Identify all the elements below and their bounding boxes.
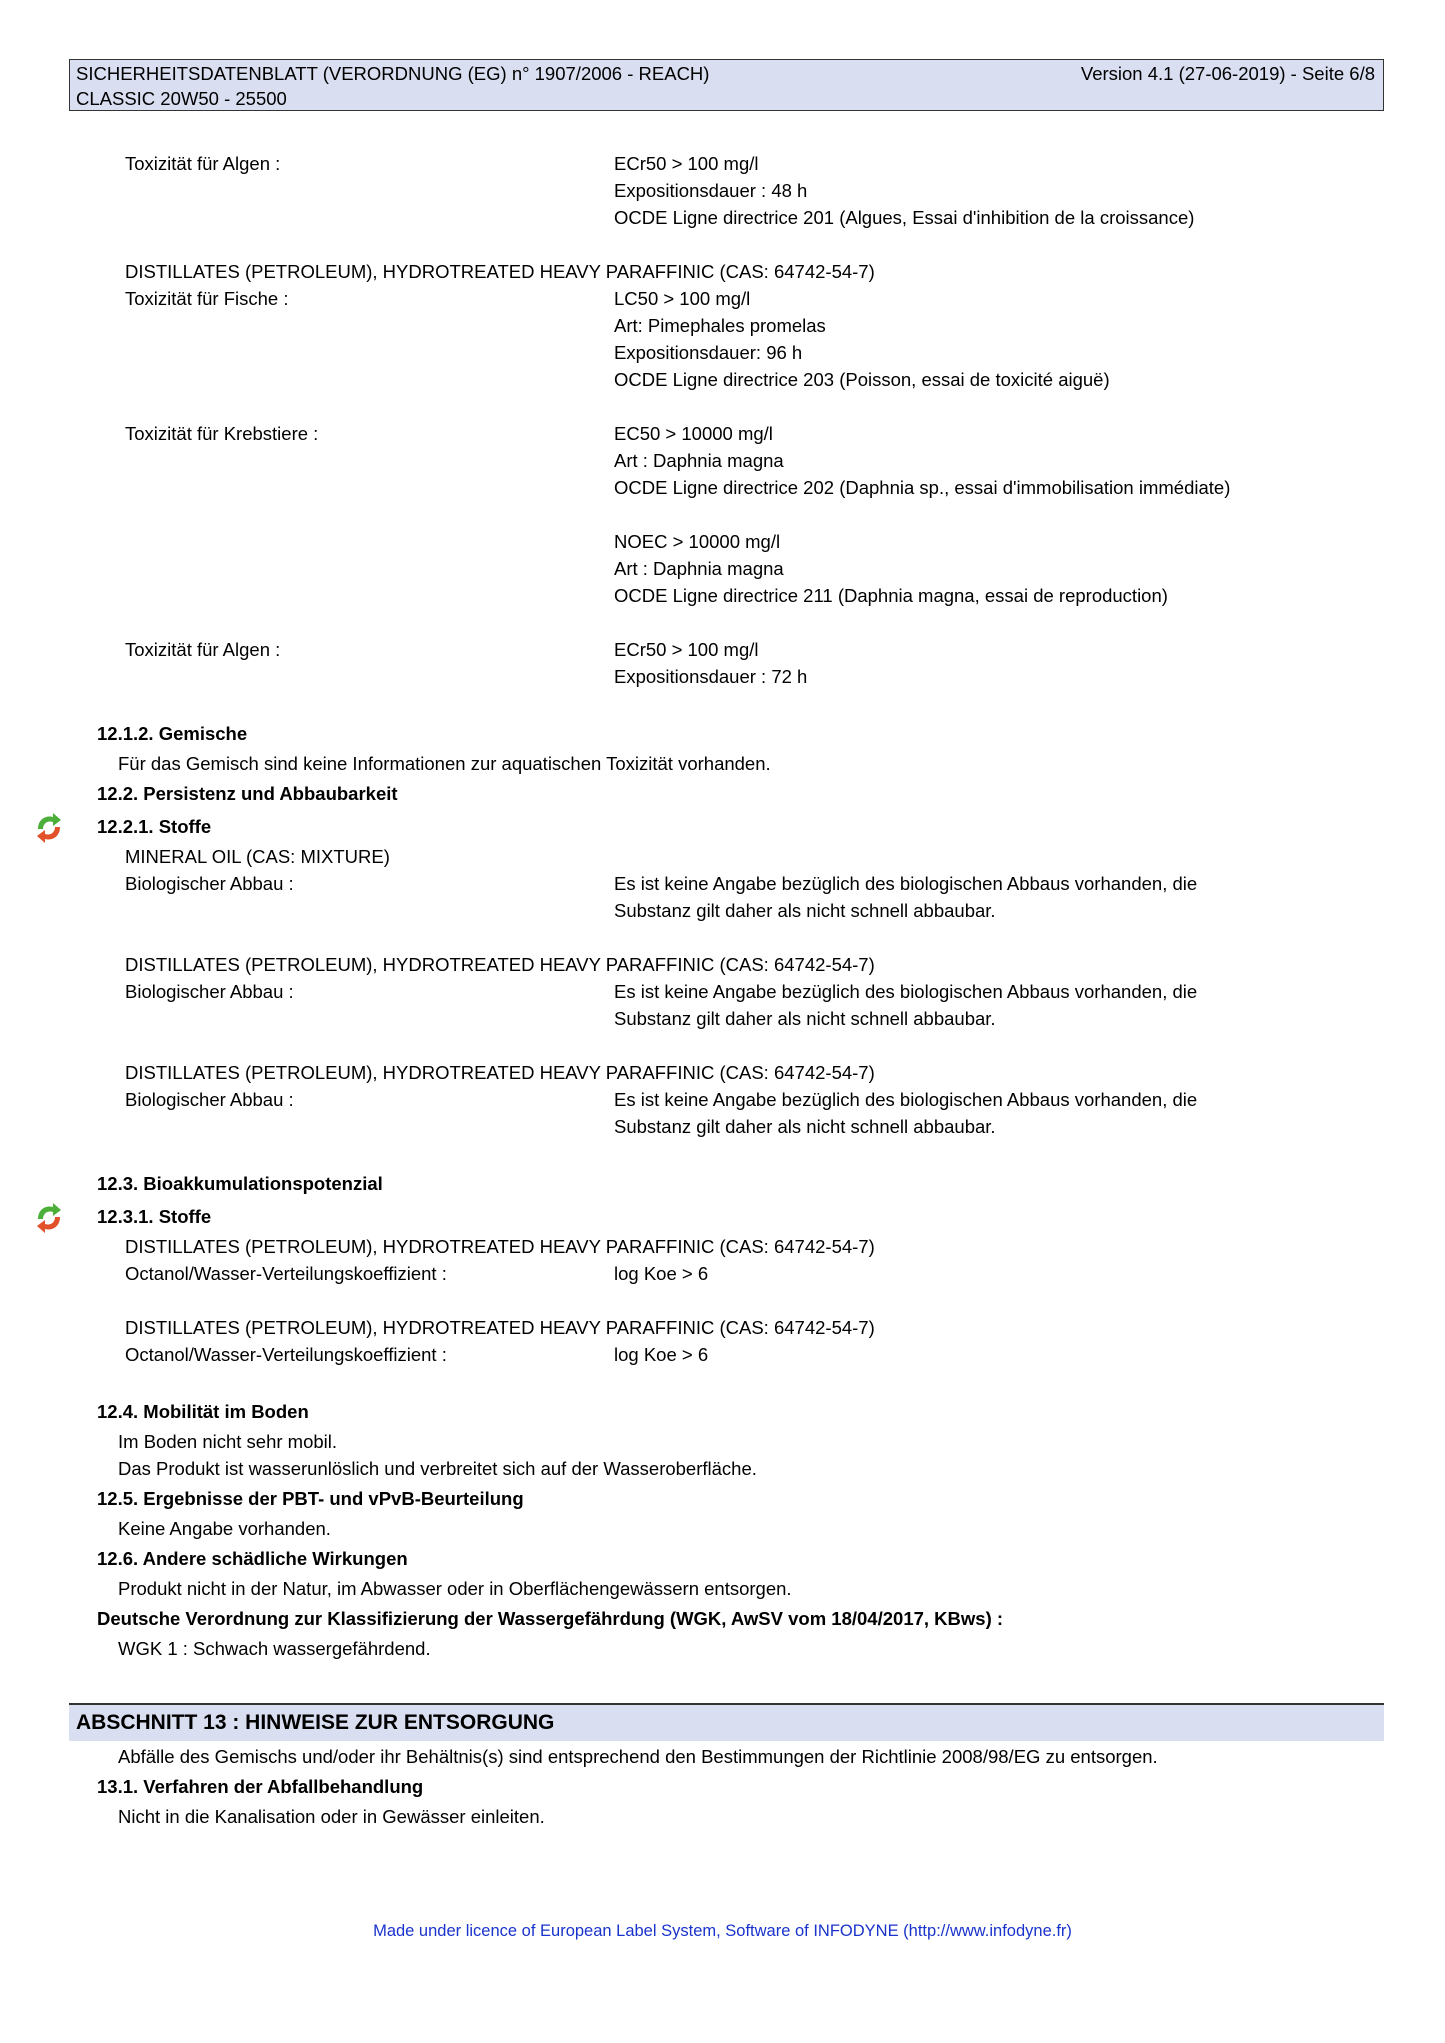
value-line: Art : Daphnia magna: [614, 450, 784, 471]
value-line: EC50 > 10000 mg/l: [614, 423, 773, 444]
subsection-12-2-1: [0, 813, 1445, 840]
subsection-12-3-1: [0, 1203, 1445, 1230]
section-heading-12-3-1: 12.3.1. Stoffe: [97, 1206, 212, 1227]
value-line: Substanz gilt daher als nicht schnell abbaubar.: [614, 1116, 996, 1137]
octanol-row: [0, 1260, 1445, 1287]
substance-heading: DISTILLATES (PETROLEUM), HYDROTREATED HEAVY PARAFFINIC (CAS: 64742-54-7): [125, 954, 875, 975]
section-heading-12-6: 12.6. Andere schädliche Wirkungen: [97, 1548, 408, 1569]
page-header: [69, 59, 1384, 111]
octanol-row: [0, 1341, 1445, 1368]
section-text: Produkt nicht in der Natur, im Abwasser oder in Oberflächengewässern entsorgen.: [118, 1578, 792, 1599]
substance-heading: DISTILLATES (PETROLEUM), HYDROTREATED HEAVY PARAFFINIC (CAS: 64742-54-7): [125, 1317, 875, 1338]
value-line: ECr50 > 100 mg/l: [614, 153, 759, 174]
value-line: Es ist keine Angabe bezüglich des biologischen Abbaus vorhanden, die: [614, 873, 1198, 894]
value-line: ECr50 > 100 mg/l: [614, 639, 759, 660]
value-line: Es ist keine Angabe bezüglich des biologischen Abbaus vorhanden, die: [614, 981, 1198, 1002]
tox-krebs-row: [0, 420, 1445, 609]
section-heading-12-5: 12.5. Ergebnisse der PBT- und vPvB-Beurteilung: [97, 1488, 524, 1509]
value-line: Art: Pimephales promelas: [614, 315, 826, 336]
value-line: OCDE Ligne directrice 201 (Algues, Essai d'inhibition de la croissance): [614, 207, 1195, 228]
section-text: Abfälle des Gemischs und/oder ihr Behältnis(s) sind entsprechend den Bestimmungen der Richtlinie 2008/98/EG zu entsorgen.: [118, 1746, 1158, 1767]
value-line: LC50 > 100 mg/l: [614, 288, 751, 309]
section-heading-13-1: 13.1. Verfahren der Abfallbehandlung: [97, 1776, 424, 1797]
tox-fische-label: Toxizität für Fische :: [125, 288, 289, 309]
bio-abbau-label: Biologischer Abbau :: [125, 1089, 294, 1110]
tox-algen-row: [0, 150, 1445, 231]
section-heading-12-2-1: 12.2.1. Stoffe: [97, 816, 212, 837]
bio-abbau-label: Biologischer Abbau :: [125, 981, 294, 1002]
value-line: OCDE Ligne directrice 211 (Daphnia magna, essai de reproduction): [614, 585, 1168, 606]
substance-heading: DISTILLATES (PETROLEUM), HYDROTREATED HEAVY PARAFFINIC (CAS: 64742-54-7): [125, 1062, 875, 1083]
section-text: Nicht in die Kanalisation oder in Gewässer einleiten.: [118, 1806, 545, 1827]
section-heading-12-3: 12.3. Bioakkumulationspotenzial: [97, 1173, 383, 1194]
bio-abbau-row: [0, 870, 1445, 924]
value-line: Es ist keine Angabe bezüglich des biologischen Abbaus vorhanden, die: [614, 1089, 1198, 1110]
tox-algen-label: Toxizität für Algen :: [125, 639, 281, 660]
value-line: NOEC > 10000 mg/l: [614, 531, 781, 552]
octanol-label: Octanol/Wasser-Verteilungskoeffizient :: [125, 1344, 447, 1365]
version-info: Version 4.1 (27-06-2019) - Seite 6/8: [1080, 63, 1375, 84]
product-name: CLASSIC 20W50 - 25500: [76, 88, 287, 109]
value-line: Art : Daphnia magna: [614, 558, 784, 579]
substance-heading: DISTILLATES (PETROLEUM), HYDROTREATED HEAVY PARAFFINIC (CAS: 64742-54-7): [125, 261, 875, 282]
section-text: Keine Angabe vorhanden.: [118, 1518, 331, 1539]
section-heading-12-4: 12.4. Mobilität im Boden: [97, 1401, 309, 1422]
recycle-update-icon: [32, 1201, 66, 1235]
bio-abbau-row: [0, 978, 1445, 1032]
wgk-heading: Deutsche Verordnung zur Klassifizierung der Wassergefährdung (WGK, AwSV vom 18/04/2017, KBws) :: [97, 1608, 1004, 1629]
footer-licence-link[interactable]: Made under licence of European Label System, Software of INFODYNE (http://www.infodyne.fr): [373, 1922, 1072, 1940]
tox-fische-row: [0, 285, 1445, 393]
value-line: OCDE Ligne directrice 202 (Daphnia sp., essai d'immobilisation immédiate): [614, 477, 1231, 498]
value-line: Expositionsdauer : 48 h: [614, 180, 808, 201]
value-line: OCDE Ligne directrice 203 (Poisson, essai de toxicité aiguë): [614, 369, 1110, 390]
octanol-value: log Koe > 6: [614, 1344, 709, 1365]
value-line: Expositionsdauer: 96 h: [614, 342, 803, 363]
substance-heading: MINERAL OIL (CAS: MIXTURE): [125, 846, 390, 867]
section-13-title: ABSCHNITT 13 : HINWEISE ZUR ENTSORGUNG: [69, 1703, 1384, 1741]
tox-krebs-label: Toxizität für Krebstiere :: [125, 423, 319, 444]
octanol-label: Octanol/Wasser-Verteilungskoeffizient :: [125, 1263, 447, 1284]
substance-heading: DISTILLATES (PETROLEUM), HYDROTREATED HEAVY PARAFFINIC (CAS: 64742-54-7): [125, 1236, 875, 1257]
section-text: Im Boden nicht sehr mobil.: [118, 1431, 338, 1452]
octanol-value: log Koe > 6: [614, 1263, 709, 1284]
section-text: Für das Gemisch sind keine Informationen zur aquatischen Toxizität vorhanden.: [118, 753, 771, 774]
value-line: Substanz gilt daher als nicht schnell abbaubar.: [614, 1008, 996, 1029]
section-heading-12-1-2: 12.1.2. Gemische: [97, 723, 248, 744]
page-content: [0, 150, 1445, 1830]
wgk-text: WGK 1 : Schwach wassergefährdend.: [118, 1638, 431, 1659]
bio-abbau-row: [0, 1086, 1445, 1140]
section-heading-12-2: 12.2. Persistenz und Abbaubarkeit: [97, 783, 398, 804]
section-text: Das Produkt ist wasserunlöslich und verbreitet sich auf der Wasseroberfläche.: [118, 1458, 757, 1479]
bio-abbau-label: Biologischer Abbau :: [125, 873, 294, 894]
tox-algen-row: [0, 636, 1445, 690]
document-title: SICHERHEITSDATENBLATT (VERORDNUNG (EG) n° 1907/2006 - REACH): [76, 63, 710, 84]
value-line: Expositionsdauer : 72 h: [614, 666, 808, 687]
tox-algen-label: Toxizität für Algen :: [125, 153, 281, 174]
recycle-update-icon: [32, 811, 66, 845]
value-line: Substanz gilt daher als nicht schnell abbaubar.: [614, 900, 996, 921]
